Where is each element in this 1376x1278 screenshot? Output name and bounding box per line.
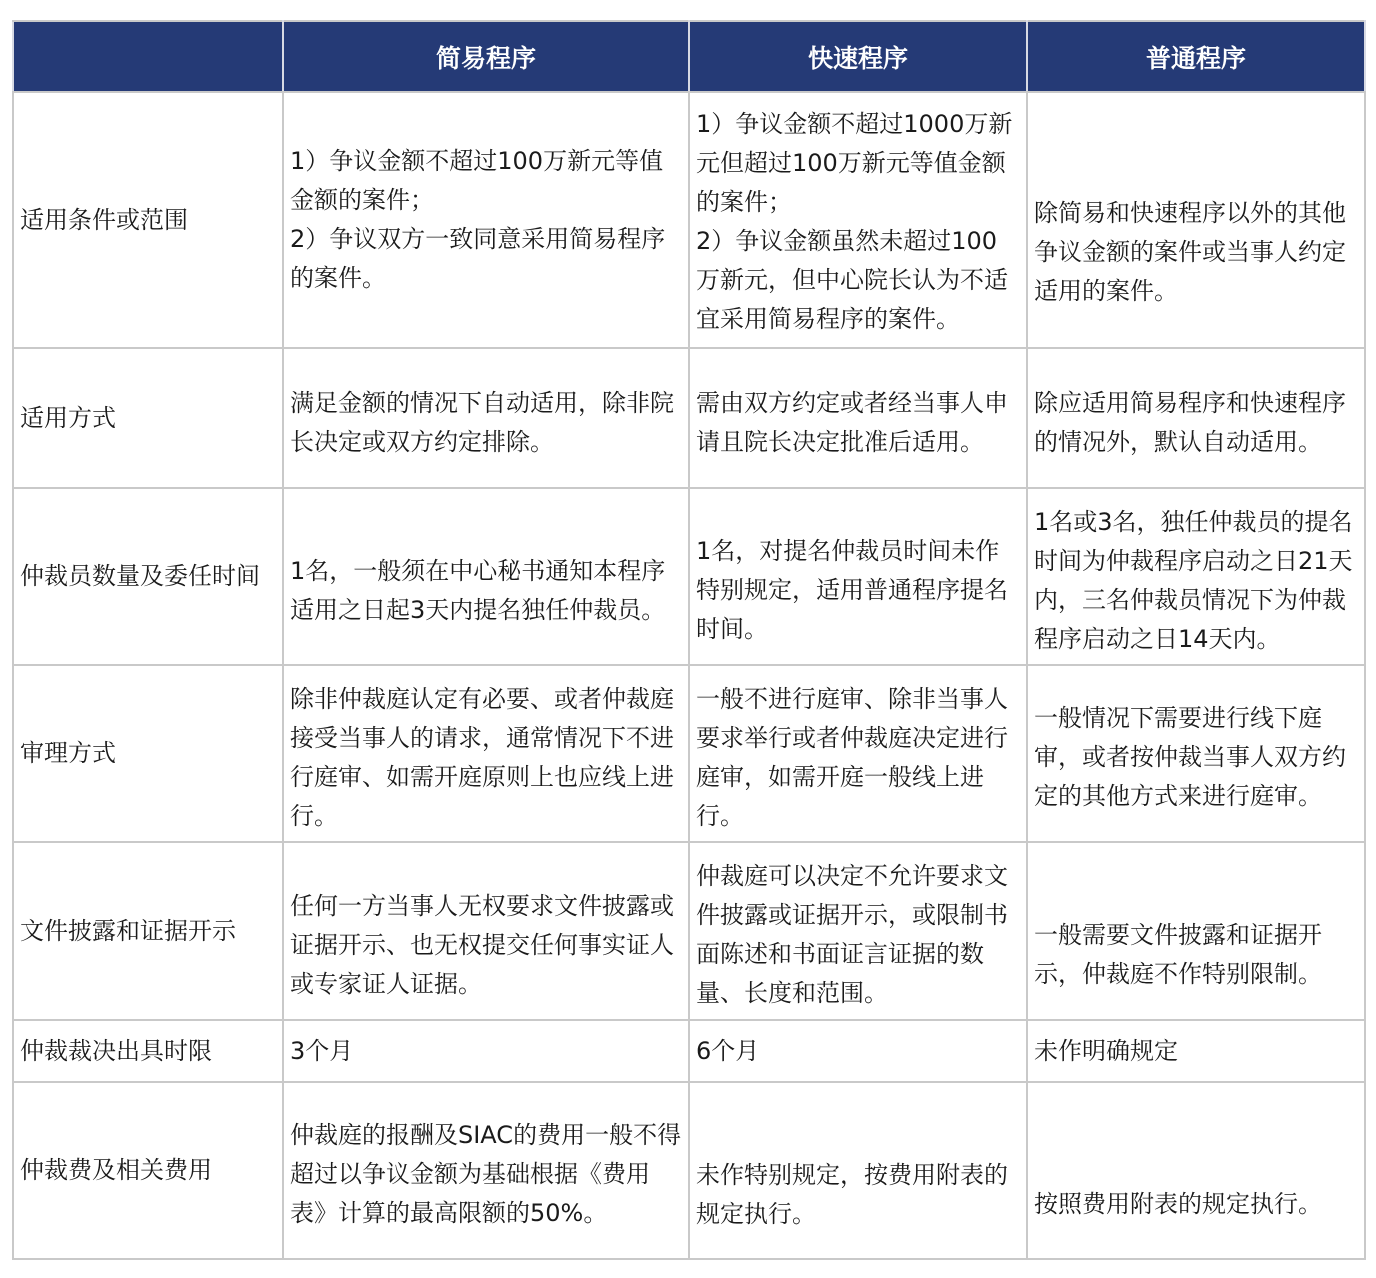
expedited-cell: 1名，对提名仲裁员时间未作特别规定，适用普通程序提名时间。	[689, 488, 1027, 665]
standard-cell: 按照费用附表的规定执行。	[1027, 1082, 1365, 1259]
simple-cell: 除非仲裁庭认定有必要、或者仲裁庭接受当事人的请求，通常情况下不进行庭审、如需开庭原则上也应线上进行。	[283, 665, 689, 842]
standard-cell: 除应适用简易程序和快速程序的情况外，默认自动适用。	[1027, 348, 1365, 488]
table-row	[13, 1082, 1365, 1259]
header-expedited-procedure: 快速程序	[689, 21, 1027, 92]
table-header-row	[13, 21, 1365, 92]
simple-cell: 满足金额的情况下自动适用，除非院长决定或双方约定排除。	[283, 348, 689, 488]
table-row	[13, 1020, 1365, 1082]
table-row	[13, 348, 1365, 488]
row-label: 文件披露和证据开示	[13, 842, 283, 1020]
table-row	[13, 665, 1365, 842]
expedited-item-1: 1）争议金额不超过1000万新元但超过100万新元等值金额的案件；	[696, 110, 1013, 216]
expedited-cell: 6个月	[689, 1020, 1027, 1082]
expedited-cell: 未作特别规定，按费用附表的规定执行。	[689, 1082, 1027, 1259]
standard-cell: 未作明确规定	[1027, 1020, 1365, 1082]
table-row	[13, 488, 1365, 665]
expedited-cell: 仲裁庭可以决定不允许要求文件披露或证据开示，或限制书面陈述和书面证言证据的数量、长度和范围。	[689, 842, 1027, 1020]
row-label: 审理方式	[13, 665, 283, 842]
row-label: 仲裁员数量及委任时间	[13, 488, 283, 665]
simple-cell: 任何一方当事人无权要求文件披露或证据开示、也无权提交任何事实证人或专家证人证据。	[283, 842, 689, 1020]
standard-cell: 一般需要文件披露和证据开示，仲裁庭不作特别限制。	[1027, 842, 1365, 1020]
simple-item-1: 1）争议金额不超过100万新元等值金额的案件；	[290, 147, 664, 214]
table-row	[13, 92, 1365, 348]
simple-cell: 1名，一般须在中心秘书通知本程序适用之日起3天内提名独任仲裁员。	[283, 488, 689, 665]
simple-cell: 仲裁庭的报酬及SIAC的费用一般不得超过以争议金额为基础根据《费用表》计算的最高限额的50%。	[283, 1082, 689, 1259]
simple-item-2: 2）争议双方一致同意采用简易程序的案件。	[290, 225, 666, 292]
expedited-cell: 一般不进行庭审、除非当事人要求举行或者仲裁庭决定进行庭审，如需开庭一般线上进行。	[689, 665, 1027, 842]
simple-cell: 3个月	[283, 1020, 689, 1082]
standard-cell: 除简易和快速程序以外的其他争议金额的案件或当事人约定适用的案件。	[1027, 92, 1365, 348]
expedited-cell: 需由双方约定或者经当事人申请且院长决定批准后适用。	[689, 348, 1027, 488]
row-label: 适用方式	[13, 348, 283, 488]
row-label: 仲裁费及相关费用	[13, 1082, 283, 1259]
procedure-comparison-table	[12, 20, 1366, 1260]
expedited-cell	[689, 92, 1027, 348]
row-label: 仲裁裁决出具时限	[13, 1020, 283, 1082]
table-row	[13, 842, 1365, 1020]
header-simple-procedure: 简易程序	[283, 21, 689, 92]
header-blank-cell	[13, 21, 283, 92]
expedited-item-2: 2）争议金额虽然未超过100万新元，但中心院长认为不适宜采用简易程序的案件。	[696, 227, 1008, 333]
header-standard-procedure: 普通程序	[1027, 21, 1365, 92]
simple-cell	[283, 92, 689, 348]
standard-cell: 1名或3名，独任仲裁员的提名时间为仲裁程序启动之日21天内，三名仲裁员情况下为仲裁程序启动之日14天内。	[1027, 488, 1365, 665]
row-label: 适用条件或范围	[13, 92, 283, 348]
standard-cell: 一般情况下需要进行线下庭审，或者按仲裁当事人双方约定的其他方式来进行庭审。	[1027, 665, 1365, 842]
